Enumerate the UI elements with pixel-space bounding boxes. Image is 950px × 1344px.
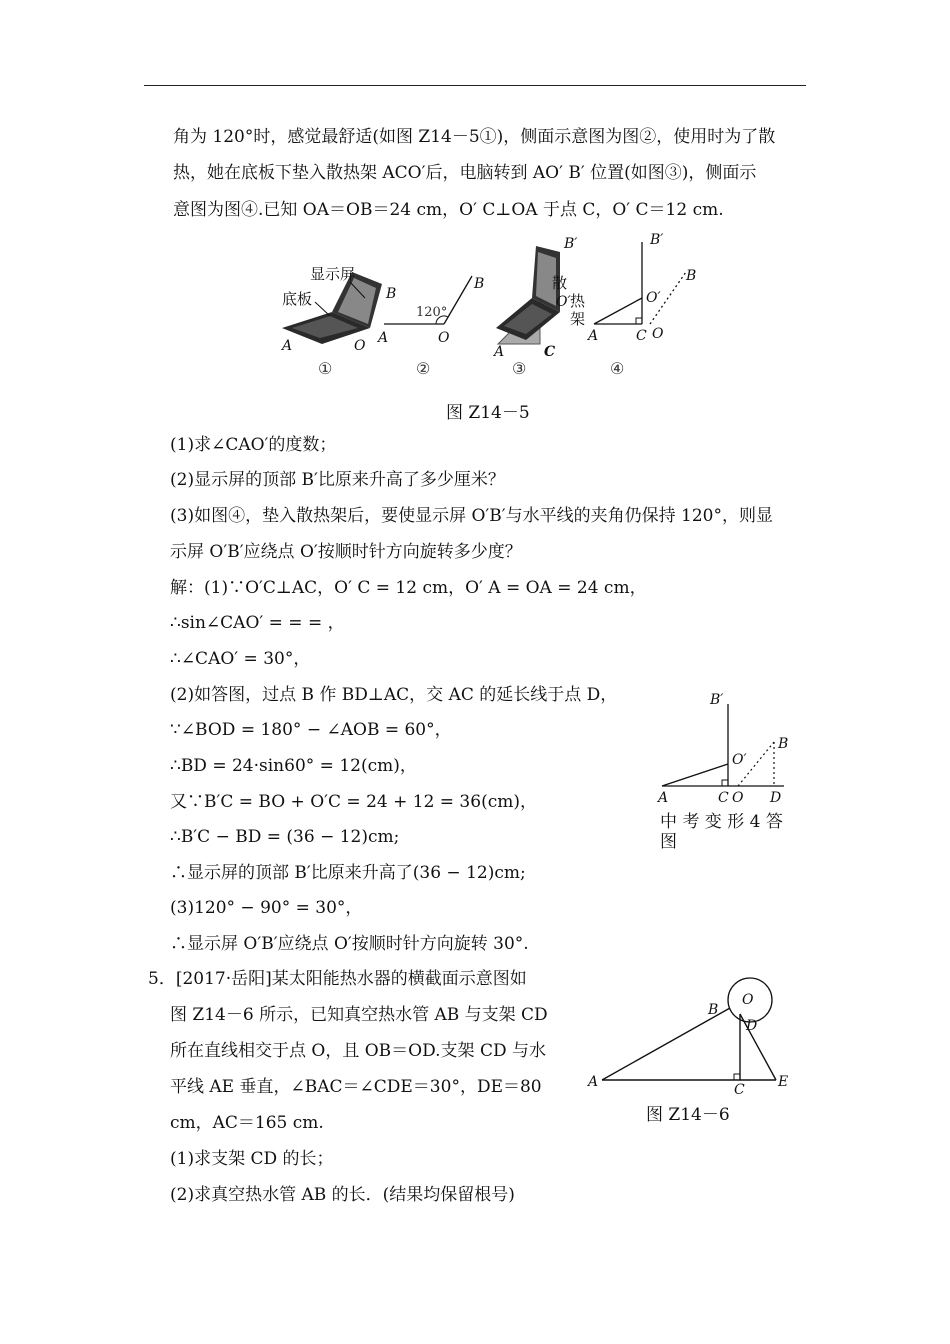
ans-label-O: O: [732, 790, 744, 806]
panel-number-1: ①: [318, 359, 333, 378]
problem5-question-1: (1)求支架 CD 的长；: [170, 1149, 334, 1169]
answer-figure-caption-1: 中 考 变 形 4 答: [660, 812, 783, 832]
z146-label-D: D: [746, 1018, 758, 1034]
z146-label-A: A: [588, 1074, 599, 1090]
p2-line-OB: [444, 276, 472, 324]
rack-char-1: 散: [552, 274, 568, 292]
question-2: (2)显示屏的顶部 B′比原来升高了多少厘米？: [170, 470, 505, 490]
rack-char-2: 热: [570, 292, 586, 310]
ans-label-Bprime: B′: [710, 692, 724, 708]
p2-label-A: A: [378, 330, 389, 346]
ans-label-C: C: [718, 790, 729, 806]
solution-line-9: ∴显示屏的顶部 B′比原来升高了(36 − 12)cm;: [170, 863, 526, 883]
solution-line-4: (2)如答图，过点 B 作 BD⊥AC，交 AC 的延长线于点 D，: [170, 685, 618, 705]
problem5-question-2: (2)求真空热水管 AB 的长．(结果均保留根号): [170, 1185, 515, 1205]
problem5-line-5: cm，AC＝165 cm.: [170, 1113, 324, 1133]
solution-line-11: ∴显示屏 O′B′应绕点 O′按顺时针方向旋转 30°.: [170, 934, 529, 954]
problem5-line-1: 5．[2017·岳阳]某太阳能热水器的横截面示意图如: [148, 969, 527, 989]
solution-line-6: ∴BD = 24·sin60° = 12(cm)，: [170, 756, 417, 776]
panel-number-4: ④: [610, 359, 625, 378]
ans-label-Oprime: O′: [732, 752, 747, 768]
problem5-line-2: 图 Z14－6 所示，已知真空热水管 AB 与支架 CD: [170, 1005, 548, 1025]
z146-label-O: O: [742, 992, 754, 1008]
label-base: 底板: [282, 290, 313, 308]
p4-line-AOprime: [594, 298, 642, 324]
z146-line-AB: [602, 1008, 730, 1080]
p1-label-O: O: [354, 338, 366, 354]
p3-label-Bprime: B′: [564, 236, 578, 252]
z146-label-B: B: [708, 1002, 719, 1018]
question-3-line-1: (3)如图④，垫入散热架后，要使显示屏 O′B′与水平线的夹角仍保持 120°，则显: [170, 506, 773, 526]
solution-line-5: ∵∠BOD = 180° − ∠AOB = 60°，: [170, 720, 452, 740]
solution-line-7: 又∵B′C = BO + O′C = 24 + 12 = 36(cm)，: [170, 792, 537, 812]
p4-label-A: A: [588, 328, 599, 344]
solution-line-10: (3)120° − 90° = 30°，: [170, 898, 363, 918]
solution-line-2: ∴sin∠CAO′ = = = ，: [170, 613, 345, 633]
p2-label-O: O: [438, 330, 450, 346]
intro-line-1: 角为 120°时，感觉最舒适(如图 Z14－5①)，侧面示意图为图②，使用时为了散: [173, 127, 776, 147]
intro-line-2: 热，她在底板下垫入散热架 ACO′后，电脑转到 AO′ B′ 位置(如图③)，侧面示: [173, 163, 757, 183]
figure-z14-5: [270, 232, 710, 382]
ans-label-B: B: [778, 736, 789, 752]
figure-caption-z14-5: 图 Z14－5: [446, 403, 530, 423]
header-rule: [144, 85, 806, 86]
figure-z14-5-svg: [270, 232, 710, 382]
leader-base: [315, 302, 330, 316]
z146-right-angle: [734, 1074, 740, 1080]
label-screen: 显示屏: [310, 265, 356, 283]
p1-label-A: A: [282, 338, 293, 354]
intro-line-3: 意图为图④.已知 OA＝OB＝24 cm，O′ C⊥OA 于点 C，O′ C＝12 cm.: [173, 200, 724, 220]
p1-label-B: B: [386, 286, 397, 302]
solution-line-8: ∴B′C − BD = (36 − 12)cm;: [170, 827, 400, 847]
figure-z14-6: [580, 974, 800, 1094]
answer-figure-svg: [652, 688, 802, 808]
ans-right-angle: [722, 780, 728, 786]
panel-number-2: ②: [416, 359, 431, 378]
ans-label-D: D: [770, 790, 782, 806]
p2-angle: 120°: [416, 305, 448, 320]
p4-label-B: B: [686, 268, 697, 284]
p3-label-Oprime: O′: [556, 294, 571, 310]
solution-line-3: ∴∠CAO′ = 30°，: [170, 649, 311, 669]
p4-label-O: O: [652, 326, 664, 342]
z146-label-C: C: [734, 1082, 745, 1094]
p4-label-Oprime: O′: [646, 290, 661, 306]
figure-caption-z14-6: 图 Z14－6: [646, 1105, 730, 1125]
p3-label-C: C: [544, 344, 556, 360]
p4-right-angle: [636, 318, 642, 324]
ans-line-AOprime: [662, 764, 728, 786]
answer-figure: [652, 688, 802, 808]
problem5-line-4: 平线 AE 垂直，∠BAC＝∠CDE＝30°，DE＝80: [170, 1077, 542, 1097]
p4-label-C: C: [636, 328, 647, 344]
ans-label-A: A: [658, 790, 669, 806]
panel-number-3: ③: [512, 359, 527, 378]
rack-char-3: 架: [570, 310, 586, 328]
answer-figure-caption-2: 图: [660, 832, 677, 852]
p2-label-B: B: [474, 276, 485, 292]
figure-z14-6-svg: [580, 974, 800, 1094]
p3-label-A: A: [494, 344, 505, 360]
z146-label-E: E: [778, 1074, 789, 1090]
solution-line-1: 解：(1)∵O′C⊥AC，O′ C = 12 cm，O′ A = OA = 24 cm，: [170, 578, 647, 598]
question-3-line-2: 示屏 O′B′应绕点 O′按顺时针方向旋转多少度？: [170, 542, 522, 562]
problem5-line-3: 所在直线相交于点 O，且 OB＝OD.支架 CD 与水: [170, 1041, 546, 1061]
laptop-photo-3: [496, 246, 560, 344]
question-1: (1)求∠CAO′的度数；: [170, 435, 337, 455]
p4-label-Bprime: B′: [650, 232, 664, 248]
